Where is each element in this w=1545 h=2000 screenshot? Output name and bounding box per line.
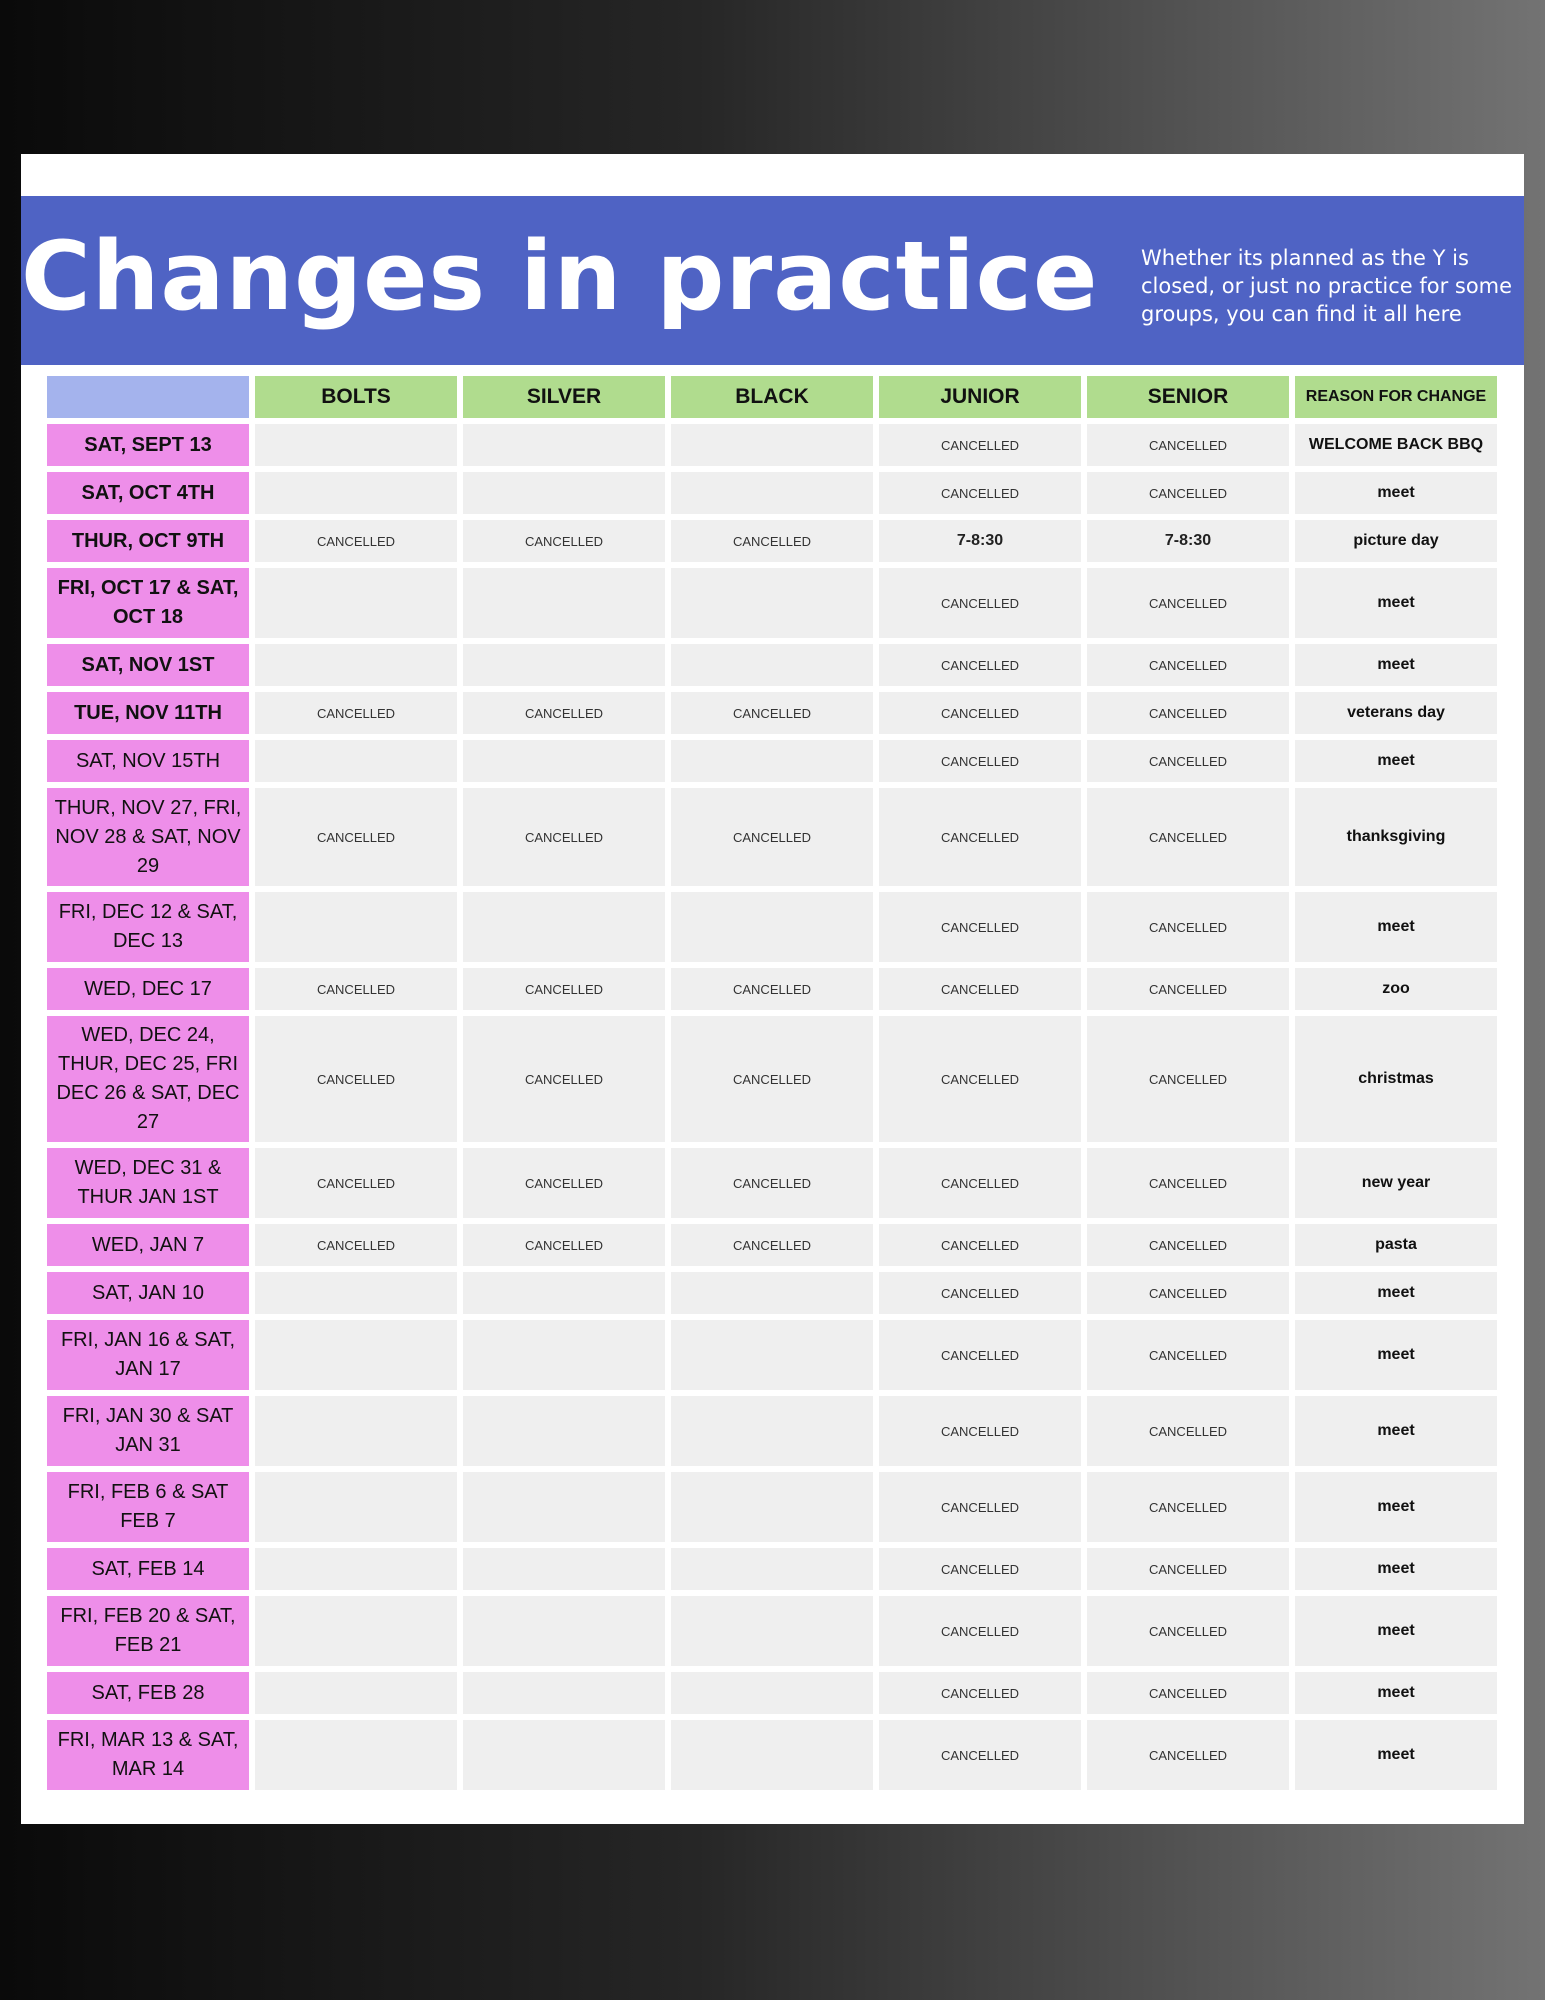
black-status-cell (671, 568, 873, 638)
table-row (47, 692, 1497, 734)
reason-cell: pasta (1295, 1224, 1497, 1266)
date-cell: SAT, JAN 10 (47, 1272, 249, 1314)
silver-status-cell (463, 892, 665, 962)
junior-status-cell: 7-8:30 (879, 520, 1081, 562)
junior-status-cell: CANCELLED (879, 692, 1081, 734)
date-cell: WED, JAN 7 (47, 1224, 249, 1266)
senior-status-cell: CANCELLED (1087, 1396, 1289, 1466)
reason-cell: meet (1295, 1596, 1497, 1666)
table-row (47, 892, 1497, 962)
senior-status-cell: CANCELLED (1087, 1548, 1289, 1590)
silver-status-cell (463, 1396, 665, 1466)
column-header-silver: SILVER (463, 376, 665, 418)
date-cell: SAT, NOV 15TH (47, 740, 249, 782)
reason-cell: meet (1295, 1672, 1497, 1714)
junior-status-cell: CANCELLED (879, 1224, 1081, 1266)
reason-cell: WELCOME BACK BBQ (1295, 424, 1497, 466)
senior-status-cell: CANCELLED (1087, 472, 1289, 514)
bolts-status-cell (255, 472, 457, 514)
page-subtitle: Whether its planned as the Y is closed, or just no practice for some groups, you can find it all here (1141, 246, 1513, 326)
silver-status-cell: CANCELLED (463, 520, 665, 562)
column-header-senior: SENIOR (1087, 376, 1289, 418)
bolts-status-cell (255, 644, 457, 686)
column-header-reason: REASON FOR CHANGE (1295, 376, 1497, 418)
date-cell: WED, DEC 17 (47, 968, 249, 1010)
black-status-cell (671, 424, 873, 466)
black-status-cell (671, 1548, 873, 1590)
reason-cell: thanksgiving (1295, 788, 1497, 886)
reason-cell: meet (1295, 472, 1497, 514)
reason-cell: meet (1295, 1472, 1497, 1542)
table-row (47, 1320, 1497, 1390)
senior-status-cell: CANCELLED (1087, 1272, 1289, 1314)
table-header-row (47, 376, 1497, 418)
date-cell: SAT, FEB 14 (47, 1548, 249, 1590)
silver-status-cell (463, 1596, 665, 1666)
table-row (47, 1272, 1497, 1314)
silver-status-cell (463, 472, 665, 514)
junior-status-cell: CANCELLED (879, 424, 1081, 466)
bolts-status-cell: CANCELLED (255, 968, 457, 1010)
junior-status-cell: CANCELLED (879, 644, 1081, 686)
table-row (47, 1472, 1497, 1542)
junior-status-cell: CANCELLED (879, 472, 1081, 514)
silver-status-cell: CANCELLED (463, 788, 665, 886)
reason-cell: meet (1295, 1272, 1497, 1314)
bolts-status-cell (255, 1672, 457, 1714)
silver-status-cell: CANCELLED (463, 1016, 665, 1142)
bolts-status-cell (255, 1272, 457, 1314)
senior-status-cell: CANCELLED (1087, 1148, 1289, 1218)
senior-status-cell: CANCELLED (1087, 740, 1289, 782)
senior-status-cell: CANCELLED (1087, 1720, 1289, 1790)
page-title: Changes in practice (21, 222, 1099, 332)
date-cell: FRI, FEB 6 & SAT FEB 7 (47, 1472, 249, 1542)
table-row (47, 1672, 1497, 1714)
black-status-cell (671, 1396, 873, 1466)
table-row (47, 1720, 1497, 1790)
bolts-status-cell: CANCELLED (255, 692, 457, 734)
reason-cell: meet (1295, 1548, 1497, 1590)
senior-status-cell: CANCELLED (1087, 692, 1289, 734)
senior-status-cell: CANCELLED (1087, 1672, 1289, 1714)
black-status-cell (671, 892, 873, 962)
table-row (47, 968, 1497, 1010)
silver-status-cell (463, 1672, 665, 1714)
table-row (47, 568, 1497, 638)
date-cell: TUE, NOV 11TH (47, 692, 249, 734)
senior-status-cell: CANCELLED (1087, 788, 1289, 886)
corner-header-cell (47, 376, 249, 418)
date-cell: WED, DEC 31 & THUR JAN 1ST (47, 1148, 249, 1218)
table-row (47, 788, 1497, 886)
senior-status-cell: CANCELLED (1087, 644, 1289, 686)
practice-changes-table (41, 370, 1503, 1796)
bolts-status-cell (255, 1472, 457, 1542)
bolts-status-cell: CANCELLED (255, 1016, 457, 1142)
black-status-cell (671, 1472, 873, 1542)
silver-status-cell: CANCELLED (463, 968, 665, 1010)
black-status-cell: CANCELLED (671, 1016, 873, 1142)
date-cell: FRI, MAR 13 & SAT, MAR 14 (47, 1720, 249, 1790)
table-row (47, 1016, 1497, 1142)
bolts-status-cell: CANCELLED (255, 1148, 457, 1218)
black-status-cell (671, 740, 873, 782)
junior-status-cell: CANCELLED (879, 1396, 1081, 1466)
date-cell: SAT, SEPT 13 (47, 424, 249, 466)
junior-status-cell: CANCELLED (879, 1548, 1081, 1590)
junior-status-cell: CANCELLED (879, 1720, 1081, 1790)
silver-status-cell (463, 568, 665, 638)
date-cell: FRI, JAN 30 & SAT JAN 31 (47, 1396, 249, 1466)
senior-status-cell: CANCELLED (1087, 1596, 1289, 1666)
silver-status-cell (463, 1272, 665, 1314)
reason-cell: meet (1295, 1396, 1497, 1466)
reason-cell: meet (1295, 740, 1497, 782)
junior-status-cell: CANCELLED (879, 892, 1081, 962)
silver-status-cell (463, 1548, 665, 1590)
silver-status-cell (463, 644, 665, 686)
title-banner (21, 196, 1524, 365)
table-row (47, 1396, 1497, 1466)
bolts-status-cell (255, 568, 457, 638)
date-cell: FRI, JAN 16 & SAT, JAN 17 (47, 1320, 249, 1390)
reason-cell: meet (1295, 892, 1497, 962)
date-cell: WED, DEC 24, THUR, DEC 25, FRI DEC 26 & SAT, DEC 27 (47, 1016, 249, 1142)
black-status-cell (671, 644, 873, 686)
bolts-status-cell (255, 1548, 457, 1590)
bolts-status-cell (255, 892, 457, 962)
junior-status-cell: CANCELLED (879, 968, 1081, 1010)
date-cell: SAT, NOV 1ST (47, 644, 249, 686)
reason-cell: meet (1295, 1720, 1497, 1790)
junior-status-cell: CANCELLED (879, 788, 1081, 886)
silver-status-cell (463, 1472, 665, 1542)
bolts-status-cell: CANCELLED (255, 788, 457, 886)
silver-status-cell: CANCELLED (463, 1148, 665, 1218)
black-status-cell (671, 1720, 873, 1790)
black-status-cell (671, 1272, 873, 1314)
junior-status-cell: CANCELLED (879, 1672, 1081, 1714)
silver-status-cell (463, 740, 665, 782)
date-cell: FRI, OCT 17 & SAT, OCT 18 (47, 568, 249, 638)
senior-status-cell: CANCELLED (1087, 1472, 1289, 1542)
table-row (47, 644, 1497, 686)
junior-status-cell: CANCELLED (879, 1148, 1081, 1218)
date-cell: FRI, FEB 20 & SAT, FEB 21 (47, 1596, 249, 1666)
junior-status-cell: CANCELLED (879, 1472, 1081, 1542)
reason-cell: meet (1295, 1320, 1497, 1390)
black-status-cell: CANCELLED (671, 1224, 873, 1266)
bolts-status-cell (255, 1320, 457, 1390)
senior-status-cell: 7-8:30 (1087, 520, 1289, 562)
senior-status-cell: CANCELLED (1087, 1224, 1289, 1266)
bolts-status-cell (255, 424, 457, 466)
table-row (47, 1224, 1497, 1266)
black-status-cell (671, 472, 873, 514)
table-row (47, 424, 1497, 466)
date-cell: THUR, OCT 9TH (47, 520, 249, 562)
junior-status-cell: CANCELLED (879, 1272, 1081, 1314)
column-header-black: BLACK (671, 376, 873, 418)
table-row (47, 740, 1497, 782)
black-status-cell (671, 1672, 873, 1714)
reason-cell: meet (1295, 644, 1497, 686)
black-status-cell: CANCELLED (671, 692, 873, 734)
black-status-cell (671, 1596, 873, 1666)
reason-cell: zoo (1295, 968, 1497, 1010)
silver-status-cell (463, 1720, 665, 1790)
silver-status-cell: CANCELLED (463, 1224, 665, 1266)
table-row (47, 1596, 1497, 1666)
bolts-status-cell (255, 1396, 457, 1466)
column-header-junior: JUNIOR (879, 376, 1081, 418)
senior-status-cell: CANCELLED (1087, 1320, 1289, 1390)
black-status-cell: CANCELLED (671, 788, 873, 886)
junior-status-cell: CANCELLED (879, 1016, 1081, 1142)
bolts-status-cell: CANCELLED (255, 1224, 457, 1266)
junior-status-cell: CANCELLED (879, 1320, 1081, 1390)
black-status-cell (671, 1320, 873, 1390)
reason-cell: meet (1295, 568, 1497, 638)
senior-status-cell: CANCELLED (1087, 892, 1289, 962)
black-status-cell: CANCELLED (671, 520, 873, 562)
senior-status-cell: CANCELLED (1087, 968, 1289, 1010)
bolts-status-cell (255, 740, 457, 782)
senior-status-cell: CANCELLED (1087, 568, 1289, 638)
bolts-status-cell (255, 1596, 457, 1666)
reason-cell: new year (1295, 1148, 1497, 1218)
reason-cell: veterans day (1295, 692, 1497, 734)
date-cell: SAT, OCT 4TH (47, 472, 249, 514)
table-row (47, 472, 1497, 514)
date-cell: FRI, DEC 12 & SAT, DEC 13 (47, 892, 249, 962)
black-status-cell: CANCELLED (671, 968, 873, 1010)
junior-status-cell: CANCELLED (879, 1596, 1081, 1666)
column-header-bolts: BOLTS (255, 376, 457, 418)
black-status-cell: CANCELLED (671, 1148, 873, 1218)
table-body (47, 424, 1497, 1790)
schedule-document (21, 154, 1524, 1824)
reason-cell: picture day (1295, 520, 1497, 562)
silver-status-cell: CANCELLED (463, 692, 665, 734)
table-row (47, 520, 1497, 562)
table-row (47, 1148, 1497, 1218)
senior-status-cell: CANCELLED (1087, 1016, 1289, 1142)
table-row (47, 1548, 1497, 1590)
reason-cell: christmas (1295, 1016, 1497, 1142)
senior-status-cell: CANCELLED (1087, 424, 1289, 466)
junior-status-cell: CANCELLED (879, 568, 1081, 638)
date-cell: SAT, FEB 28 (47, 1672, 249, 1714)
bolts-status-cell (255, 1720, 457, 1790)
bolts-status-cell: CANCELLED (255, 520, 457, 562)
silver-status-cell (463, 424, 665, 466)
junior-status-cell: CANCELLED (879, 740, 1081, 782)
silver-status-cell (463, 1320, 665, 1390)
date-cell: THUR, NOV 27, FRI, NOV 28 & SAT, NOV 29 (47, 788, 249, 886)
